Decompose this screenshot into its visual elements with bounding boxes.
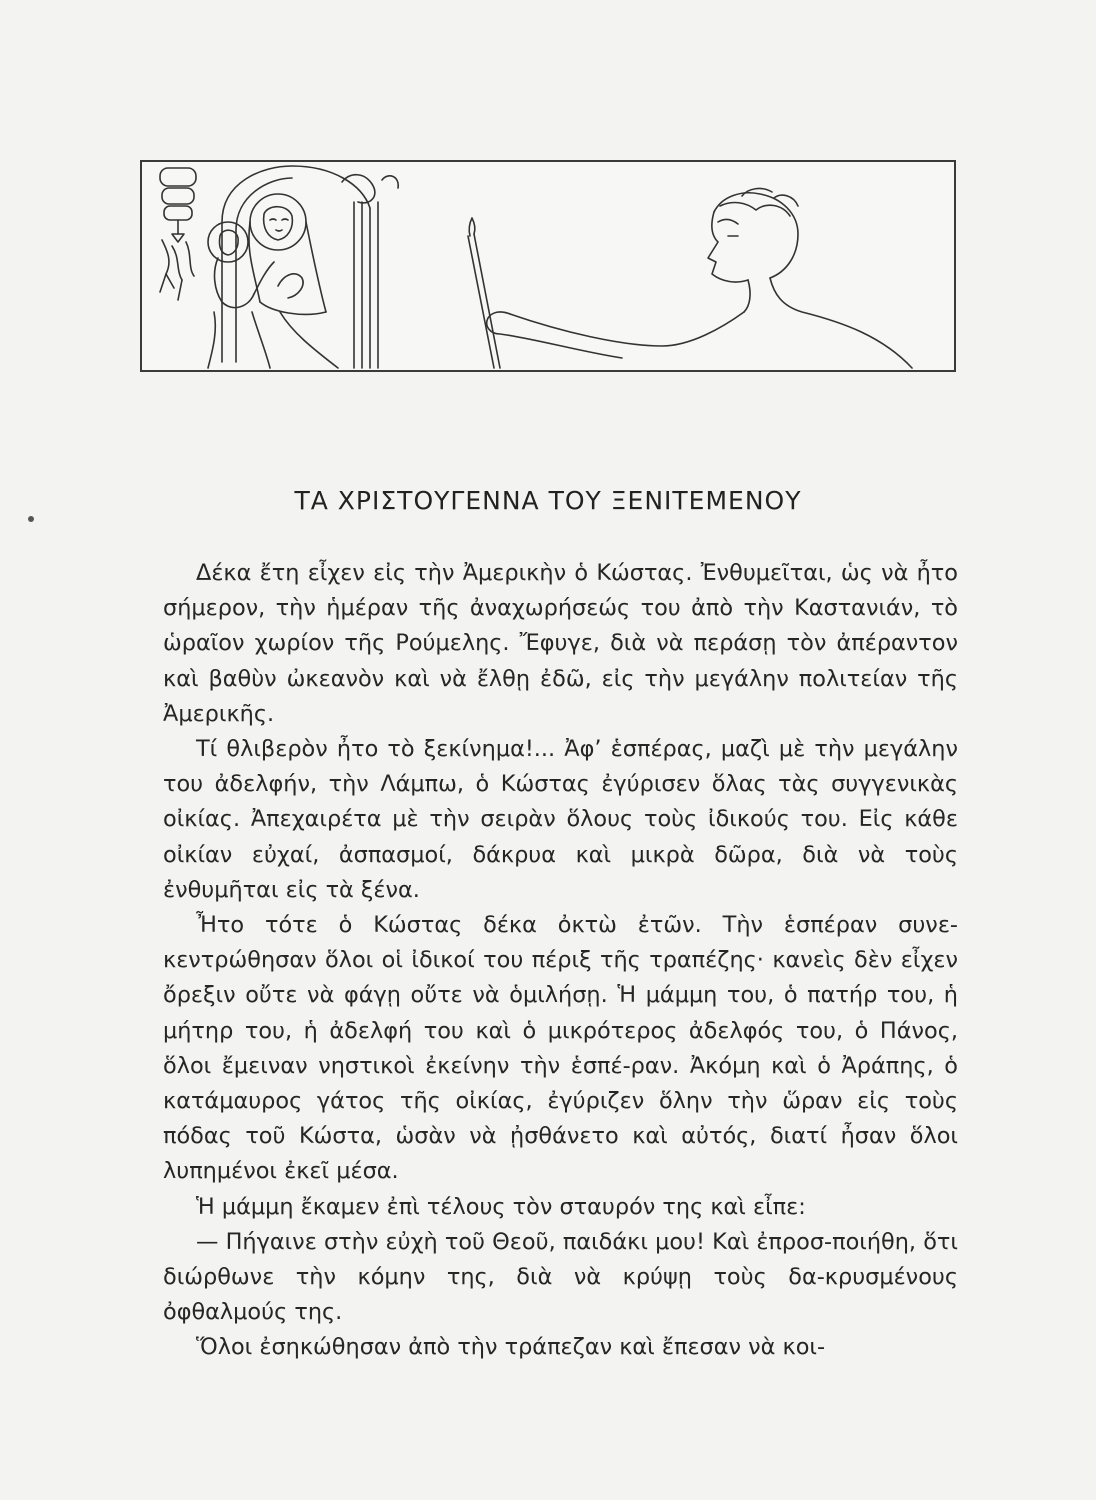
body-text bbox=[163, 556, 958, 1366]
paragraph: Δέκα ἔτη εἶχεν εἰς τὴν Ἀμερικὴν ὁ Κώστας. Ἐνθυμεῖται, ὡς νὰ ἦτο σήμερον, τὴν ἡμέραν τῆς ἀναχωρήσεώς του ἀπὸ τὴν Καστανιάν, τὸ ὡραῖον χωρίον τῆς Ρούμελης. Ἔφυγε, διὰ νὰ περάσῃ τὸν ἀπέραντον καὶ βαθὺν ὠκεανὸν καὶ νὰ ἔλθῃ ἐδῶ, εἰς τὴν μεγάλην πολιτείαν τῆς Ἀμερικῆς. bbox=[163, 560, 958, 727]
paragraph: — Πήγαινε στὴν εὐχὴ τοῦ Θεοῦ, παιδάκι μου! Καὶ ἐπροσ-ποιήθη, ὅτι διώρθωνε τὴν κόμην της, διὰ νὰ κρύψῃ τοὺς δα-κρυσμένους ὀφθαλμούς της. bbox=[163, 1228, 958, 1326]
paragraph: Ὅλοι ἐσηκώθησαν ἀπὸ τὴν τράπεζαν καὶ ἔπεσαν νὰ κοι- bbox=[196, 1334, 826, 1361]
paragraph: Ἡ μάμμη ἔκαμεν ἐπὶ τέλους τὸν σταυρόν της καὶ εἶπε: bbox=[196, 1193, 806, 1220]
paragraph: Τί θλιβερὸν ἦτο τὸ ξεκίνημα!... Ἀφ’ ἑσπέρας, μαζὶ μὲ τὴν μεγάλην του ἀδελφήν, τὴν Λάμπω, ὁ Κώστας ἐγύρισεν ὅλας τὰς συγγενικὰς οἰκίας. Ἀπεχαιρέτα μὲ τὴν σειρὰν ὅλους τοὺς ἰδικούς του. Εἰς κάθε οἰκίαν εὐχαί, ἀσπασμοί, δάκρυα καὶ μικρὰ δῶρα, διὰ νὰ τοὺς ἐνθυμῆται εἰς τὰ ξένα. bbox=[163, 736, 958, 903]
ink-dot bbox=[28, 516, 34, 522]
header-illustration bbox=[140, 160, 956, 372]
page-title: ΤΑ ΧΡΙΣΤΟΥΓΕΝΝΑ ΤΟΥ ΞΕΝΙΤΕΜΕΝΟΥ bbox=[294, 486, 802, 515]
illustration-icon-madonna-child-boy-candle bbox=[142, 162, 954, 370]
paragraph: Ἦτο τότε ὁ Κώστας δέκα ὀκτὼ ἐτῶν. Τὴν ἑσπέραν συνε-κεντρώθησαν ὅλοι οἱ ἰδικοί του πέριξ τῆς τραπέζης· κανεὶς δὲν εἶχεν ὄρεξιν οὔτε νὰ φάγῃ οὔτε νὰ ὁμιλήσῃ. Ἡ μάμμη του, ὁ πατήρ του, ἡ μήτηρ του, ἡ ἀδελφή του καὶ ὁ μικρότερος ἀδελφός του, ὁ Πάνος, ὅλοι ἔμειναν νηστικοὶ ἐκείνην τὴν ἑσπέ-ραν. Ἀκόμη καὶ ὁ Ἀράπης, ὁ κατάμαυρος γάτος τῆς οἰκίας, ἐγύριζεν ὅλην τὴν ὥραν εἰς τοὺς πόδας τοῦ Κώστα, ὡσὰν νὰ ᾐσθάνετο καὶ αὐτός, διατί ἦσαν ὅλοι λυπημένοι ἐκεῖ μέσα. bbox=[163, 912, 958, 1185]
